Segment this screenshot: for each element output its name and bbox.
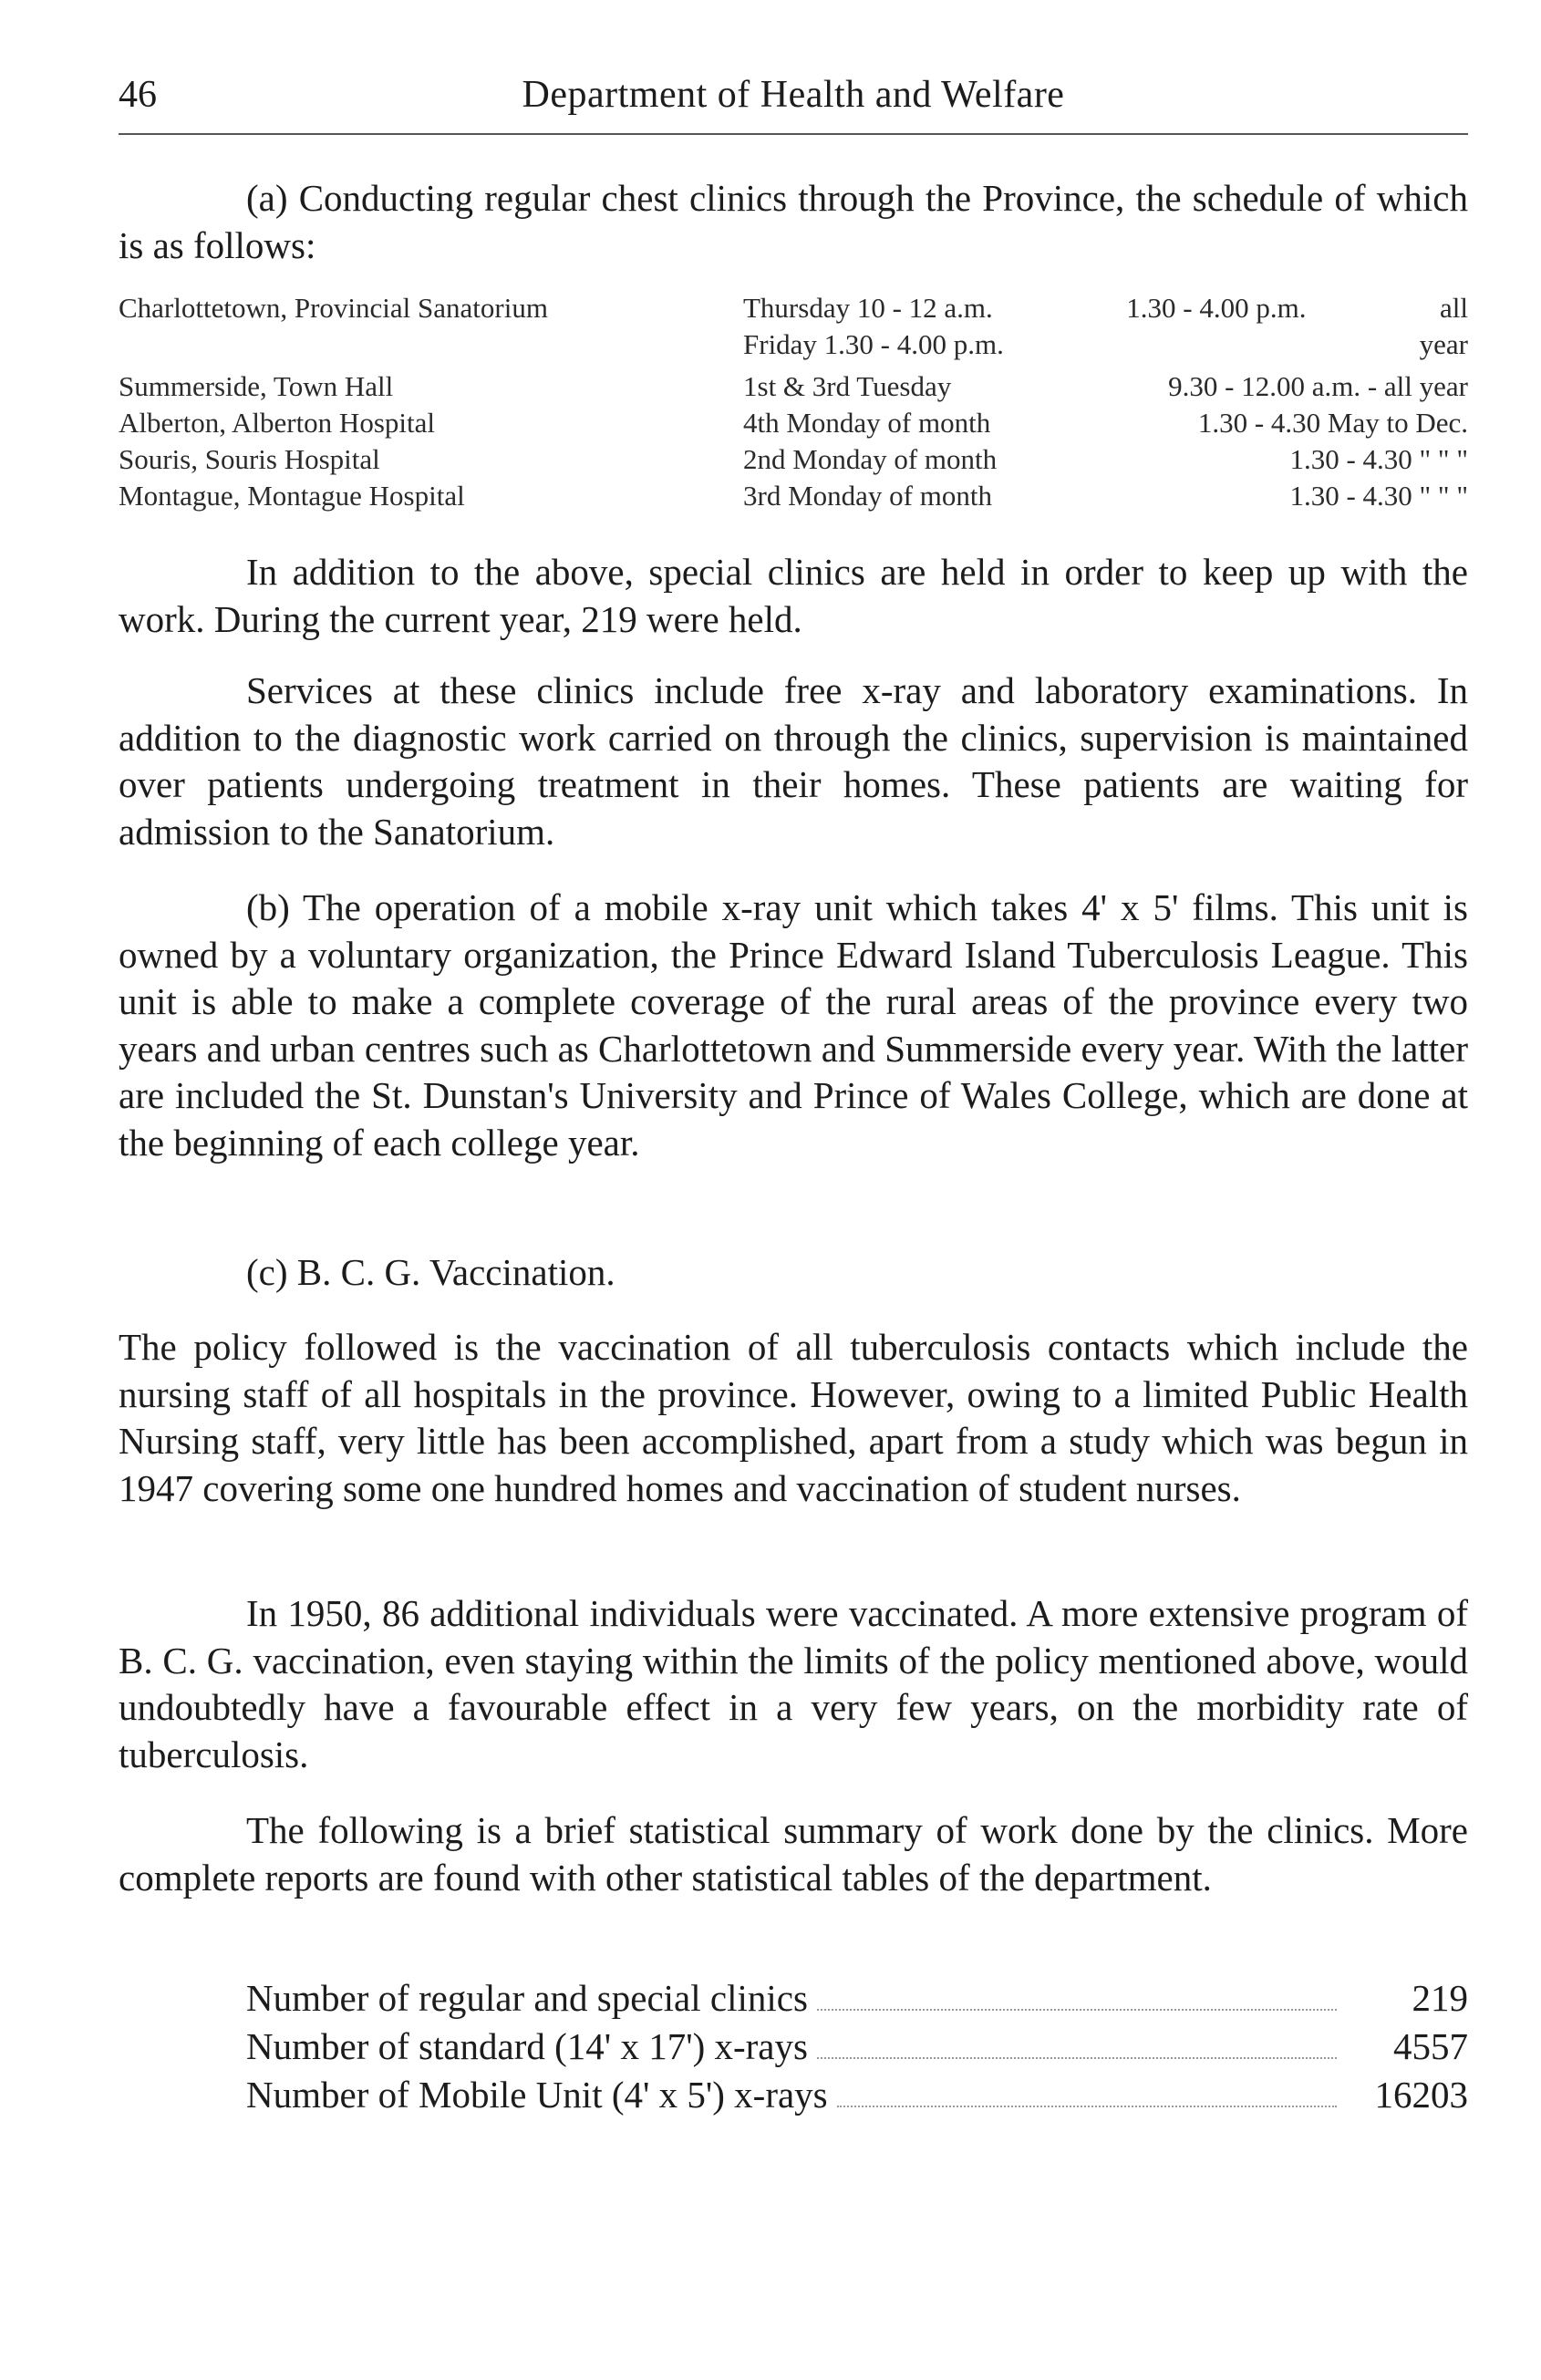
summary-value: 219 xyxy=(1412,1977,1468,2019)
clinic-schedule xyxy=(119,290,1468,514)
schedule-time-part: 1.30 - 4.30 " " " xyxy=(1289,443,1468,475)
schedule-time xyxy=(743,441,1468,478)
schedule-time-part: 9.30 - 12.00 a.m. - all year xyxy=(1168,370,1468,402)
schedule-time-line xyxy=(743,405,1468,441)
schedule-time xyxy=(743,478,1468,514)
schedule-time-part: 3rd Monday of month xyxy=(743,480,992,512)
statistical-summary xyxy=(246,1974,1468,2119)
page-header xyxy=(119,73,1468,128)
schedule-row xyxy=(119,290,1468,363)
schedule-time-part: 1.30 - 4.00 p.m. xyxy=(1126,292,1307,324)
schedule-row xyxy=(119,441,1468,478)
paragraph-summary-intro: The following is a brief statistical summary of work done by the clinics. More complete reports are found with other statistical tables of the department. xyxy=(119,1809,1468,1899)
schedule-time xyxy=(743,405,1468,441)
schedule-time-part: Friday 1.30 - 4.00 p.m. xyxy=(743,328,1004,360)
running-title: Department of Health and Welfare xyxy=(522,74,1065,116)
schedule-time-part: 1st & 3rd Tuesday xyxy=(743,370,952,402)
schedule-row xyxy=(119,405,1468,441)
schedule-row xyxy=(119,478,1468,514)
summary-label: Number of Mobile Unit (4' x 5') x-rays xyxy=(246,2074,828,2116)
paragraph-special-clinics: In addition to the above, special clinics are held in order to keep up with the work. During the current year, 219 were held. xyxy=(119,551,1468,640)
paragraph-services: Services at these clinics include free x-ray and laboratory examinations. In addition to the diagnostic work carried on through the clinics, supervision is maintained over patients undergoing treatment in their homes. These patients are waiting for admission to the Sanatorium. xyxy=(119,669,1468,853)
schedule-location: Summerside, Town Hall xyxy=(119,370,394,402)
schedule-time-line xyxy=(743,368,1468,405)
schedule-time-line xyxy=(743,290,1468,326)
schedule-location: Alberton, Alberton Hospital xyxy=(119,407,435,439)
schedule-time-part: 2nd Monday of month xyxy=(743,443,998,475)
summary-label: Number of standard (14' x 17') x-rays xyxy=(246,2025,808,2067)
summary-value: 4557 xyxy=(1393,2025,1468,2067)
schedule-time xyxy=(743,290,1468,363)
schedule-time xyxy=(743,368,1468,405)
paragraph-bcg-heading: (c) B. C. G. Vaccination. xyxy=(246,1251,615,1293)
schedule-location: Montague, Montague Hospital xyxy=(119,480,465,512)
schedule-time-part: Thursday 10 - 12 a.m. xyxy=(743,292,993,324)
schedule-time-line xyxy=(743,326,1468,363)
paragraph-mobile-unit: (b) The operation of a mobile x-ray unit which takes 4' x 5' films. This unit is owned by a voluntary organization, the Prince Edward Island Tuberculosis League. This unit is able to make a complete coverage of the rural areas of the province every two years and urban centres such as Charlottetown and Summerside every year. With the latter are included the St. Dunstan's University and Prince of Wales College, which are done at the beginning of each college year. xyxy=(119,886,1468,1164)
schedule-time-line xyxy=(743,441,1468,478)
header-rule xyxy=(119,133,1468,135)
summary-row xyxy=(246,2023,1468,2071)
schedule-time-line xyxy=(743,478,1468,514)
paragraph-bcg-policy: The policy followed is the vaccination of all tuberculosis contacts which include the nursing staff of all hospitals in the province. However, owing to a limited Public Health Nursing staff, very little has been accomplished, apart from a study which was begun in 1947 covering some one hundred homes and vaccination of student nurses. xyxy=(119,1326,1468,1509)
page-number: 46 xyxy=(119,74,157,116)
summary-row xyxy=(246,1974,1468,2023)
summary-label: Number of regular and special clinics xyxy=(246,1977,808,2019)
schedule-location: Charlottetown, Provincial Sanatorium xyxy=(119,292,548,324)
leader-dots xyxy=(837,2106,1337,2107)
schedule-time-part: 1.30 - 4.30 " " " xyxy=(1289,480,1468,512)
schedule-time-part: 4th Monday of month xyxy=(743,407,991,439)
schedule-time-part: year xyxy=(1419,328,1468,360)
schedule-row xyxy=(119,368,1468,405)
schedule-time-part: 1.30 - 4.30 May to Dec. xyxy=(1197,407,1468,439)
paragraph-bcg-1950: In 1950, 86 additional individuals were vaccinated. A more extensive program of B. C. G. vaccination, even staying within the limits of the policy mentioned above, would undoubtedly have a favourable effect in a very few years, on the morbidity rate of tuberculosis. xyxy=(119,1592,1468,1775)
summary-value: 16203 xyxy=(1374,2074,1468,2116)
paragraph-intro-a: (a) Conducting regular chest clinics through the Province, the schedule of which is as follows: xyxy=(119,177,1468,266)
leader-dots xyxy=(817,2057,1337,2059)
schedule-location: Souris, Souris Hospital xyxy=(119,443,380,475)
leader-dots xyxy=(817,2009,1337,2011)
summary-row xyxy=(246,2071,1468,2119)
schedule-time-part: all xyxy=(1440,292,1468,324)
